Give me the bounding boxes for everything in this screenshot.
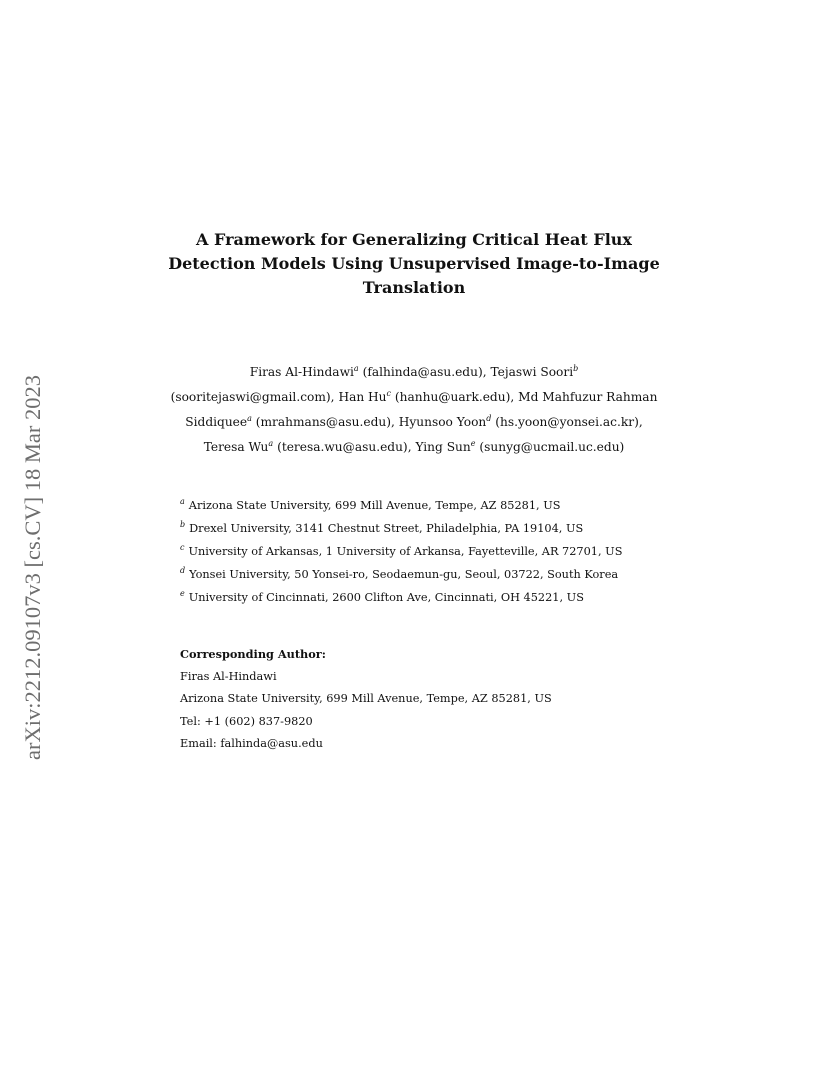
corresponding-author-name: Firas Al-Hindawi: [180, 669, 277, 683]
affiliation-text: University of Cincinnati, 2600 Clifton Ave, Cincinnati, OH 45221, US: [188, 591, 584, 604]
affiliation-marker: b: [180, 520, 186, 529]
author-name: Hyunsoo Yoon: [398, 415, 487, 429]
affiliation-item: [180, 517, 660, 540]
corresponding-author-block: [180, 643, 660, 756]
affiliation-marker: a: [247, 414, 252, 423]
affiliation-marker: a: [353, 364, 359, 373]
affiliation-marker: e: [470, 439, 476, 448]
author-email: (hs.yoon@yonsei.ac.kr),: [495, 415, 643, 429]
affiliation-text: Yonsei University, 50 Yonsei-ro, Seodaemun-gu, Seoul, 03722, South Korea: [189, 568, 619, 581]
affiliation-item: [180, 586, 660, 609]
affiliation-marker: c: [386, 389, 392, 398]
affiliation-marker: c: [180, 543, 185, 552]
author-email: (hanhu@uark.edu),: [394, 390, 515, 404]
affiliation-item: [180, 494, 660, 517]
author-list: [150, 360, 678, 460]
paper-title: [150, 228, 678, 300]
author-line: [150, 410, 678, 435]
author-name: Ying Sun: [415, 440, 471, 454]
affiliation-item: [180, 540, 660, 563]
affiliation-text: Drexel University, 3141 Chestnut Street, Philadelphia, PA 19104, US: [189, 522, 584, 535]
author-name: Teresa Wu: [203, 440, 269, 454]
author-name: Siddiquee: [185, 415, 248, 429]
affiliation-marker: a: [268, 439, 274, 448]
title-line: Detection Models Using Unsupervised Image-to-Image: [168, 254, 660, 273]
corresponding-author-heading: Corresponding Author:: [180, 647, 326, 661]
affiliation-item: [180, 563, 660, 586]
affiliation-marker: a: [180, 497, 185, 506]
author-email: (mrahmans@asu.edu),: [255, 415, 395, 429]
author-email: (falhinda@asu.edu),: [362, 365, 487, 379]
corresponding-author-tel: Tel: +1 (602) 837-9820: [180, 714, 313, 728]
affiliation-marker: d: [180, 566, 186, 575]
author-name: Han Hu: [338, 390, 387, 404]
author-line: [150, 435, 678, 460]
corresponding-author-email: Email: falhinda@asu.edu: [180, 737, 323, 750]
author-line: [150, 385, 678, 410]
affiliation-text: University of Arkansas, 1 University of Arkansa, Fayetteville, AR 72701, US: [188, 545, 623, 558]
author-name: Tejaswi Soori: [490, 365, 574, 379]
affiliation-marker: b: [573, 364, 579, 373]
author-email: (sooritejaswi@gmail.com),: [170, 390, 335, 404]
affiliation-list: [180, 494, 660, 609]
affiliation-marker: d: [486, 414, 492, 423]
author-line: [150, 360, 678, 385]
affiliation-marker: e: [180, 589, 185, 598]
author-name: Md Mahfuzur Rahman: [518, 390, 658, 404]
arxiv-identifier-stamp: arXiv:2212.09107v3 [cs.CV] 18 Mar 2023: [20, 375, 45, 760]
author-email: (teresa.wu@asu.edu),: [277, 440, 412, 454]
corresponding-author-address: Arizona State University, 699 Mill Avenue, Tempe, AZ 85281, US: [180, 692, 552, 705]
author-name: Firas Al-Hindawi: [249, 365, 354, 379]
affiliation-text: Arizona State University, 699 Mill Avenue, Tempe, AZ 85281, US: [188, 499, 561, 512]
title-line: Translation: [362, 278, 466, 297]
title-line: A Framework for Generalizing Critical Heat Flux: [196, 230, 632, 249]
author-email: (sunyg@ucmail.uc.edu): [479, 440, 625, 454]
